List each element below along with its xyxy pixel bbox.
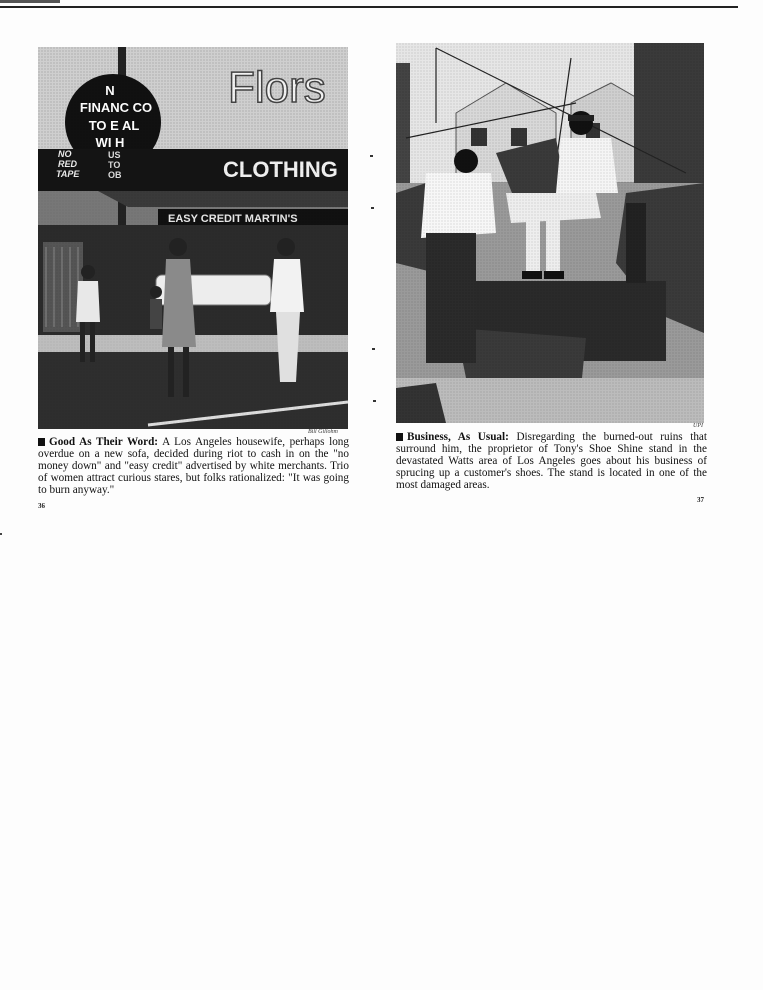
right-caption-headline: Business, As Usual:	[407, 431, 509, 443]
right-caption-body: Disregarding the burned-out ruins that surround him, the proprietor of Tony's Shoe Shine stand in the devastated Watts area of Los Angeles goes about his business of sprucing up a customer's shoes. The stand is located in one of the most damaged areas.	[396, 431, 707, 491]
top-border-left	[0, 0, 60, 3]
right-photo-credit: UPI	[693, 423, 703, 429]
edge-mark	[0, 533, 2, 535]
left-caption-headline: Good As Their Word:	[49, 436, 159, 448]
left-caption-body: A Los Angeles housewife, perhaps long overdue on a new sofa, decided during riot to cash in on the "no money down" and "easy credit" advertised by white merchants. Trio of women attract curious stares, but folks rationalized: "It was going to burn anyway."	[38, 436, 349, 496]
page-number-left: 36	[38, 502, 45, 510]
left-caption	[38, 436, 349, 496]
right-caption	[396, 431, 707, 491]
top-border	[0, 6, 738, 8]
street-scene-illustration	[38, 47, 348, 429]
gutter-mark	[370, 155, 373, 157]
page-number-right: 37	[697, 496, 704, 504]
gutter-mark	[372, 348, 375, 350]
child-figure	[150, 286, 162, 329]
left-photo	[38, 47, 348, 429]
caption-bullet-icon	[38, 438, 45, 446]
left-photo-credit: Bill Gillohm	[308, 429, 338, 435]
gutter-mark	[373, 400, 376, 402]
gutter-mark	[371, 207, 374, 209]
caption-bullet-icon	[396, 433, 403, 441]
shoe-shine-scene-illustration	[396, 43, 704, 423]
right-photo	[396, 43, 704, 423]
